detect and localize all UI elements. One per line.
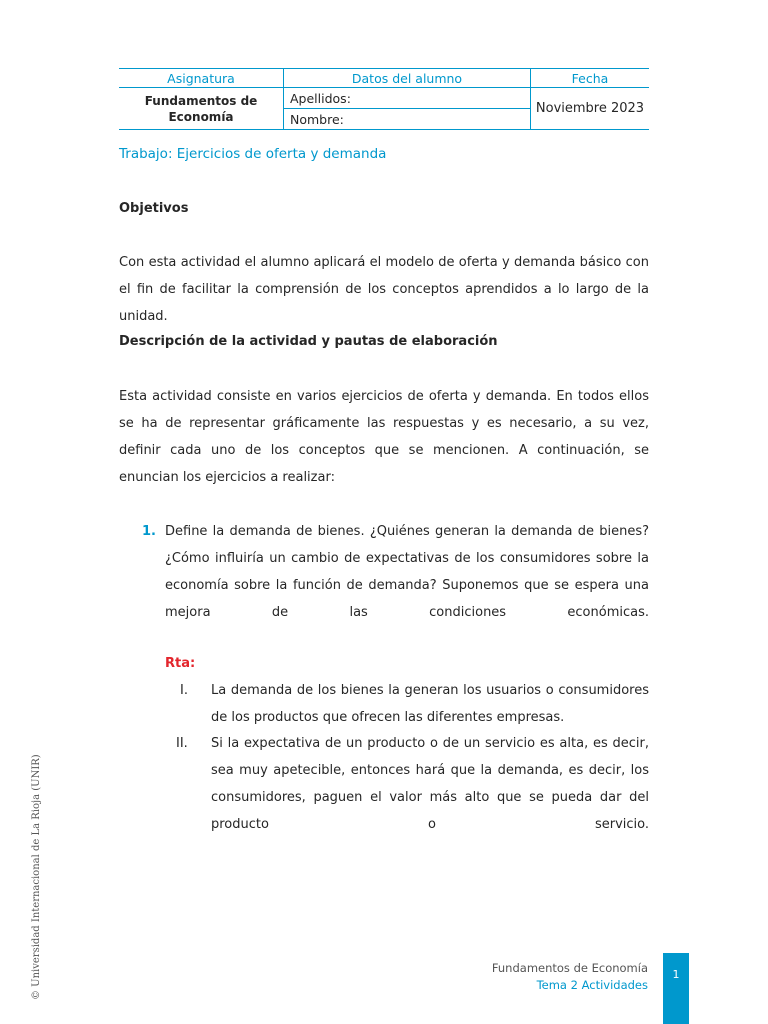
name-field[interactable]: Nombre: xyxy=(284,109,531,130)
description-heading: Descripción de la actividad y pautas de elaboración xyxy=(119,334,498,349)
header-col-subject: Asignatura xyxy=(119,69,284,88)
footer-topic: Tema 2 Actividades xyxy=(536,978,648,992)
answer-numeral: II. xyxy=(176,736,188,751)
subject-name: Fundamentos de Economía xyxy=(119,88,284,130)
footer-course: Fundamentos de Economía xyxy=(491,961,648,975)
work-title: Trabajo: Ejercicios de oferta y demanda xyxy=(119,146,387,162)
header-col-date: Fecha xyxy=(531,69,650,88)
description-text: Esta actividad consiste en varios ejercicios de oferta y demanda. En todos ellos se ha de representar gráficamente las respuestas y es necesario, a su vez, definir cada uno de los conceptos que se mencionen. A continuación, se enuncian los ejercicios a realizar: xyxy=(119,389,649,485)
question-number: 1. xyxy=(142,524,156,539)
header-col-student: Datos del alumno xyxy=(284,69,531,88)
question-text: Define la demanda de bienes. ¿Quiénes generan la demanda de bienes? ¿Cómo influiría un cambio de expectativas de los consumidores sobre la economía sobre la función de demanda? Suponemos que se espera una mejora de las condiciones económicas. xyxy=(165,524,649,620)
page-number-box xyxy=(663,953,689,1024)
page-number: 1 xyxy=(672,968,680,981)
answer-numeral: I. xyxy=(180,683,188,698)
surname-field[interactable]: Apellidos: xyxy=(284,88,531,109)
objectives-text: Con esta actividad el alumno aplicará el modelo de oferta y demanda básico con el fin de facilitar la comprensión de los conceptos aprendidos a lo largo de la unidad. xyxy=(119,255,649,324)
answer-item: Si la expectativa de un producto o de un servicio es alta, es decir, sea muy apetecible, entonces hará que la demanda, es decir, los consumidores, paguen el valor más alto que se pueda dar del producto o servicio. xyxy=(211,736,649,832)
answer-item: La demanda de los bienes la generan los usuarios o consumidores de los productos que ofrecen las diferentes empresas. xyxy=(211,683,649,725)
header-table xyxy=(119,68,649,130)
answer-label: Rta: xyxy=(165,656,196,671)
date-value: Noviembre 2023 xyxy=(531,88,650,130)
copyright-note: © Universidad Internacional de La Rioja (UNIR) xyxy=(31,754,42,1000)
objectives-heading: Objetivos xyxy=(119,201,189,216)
